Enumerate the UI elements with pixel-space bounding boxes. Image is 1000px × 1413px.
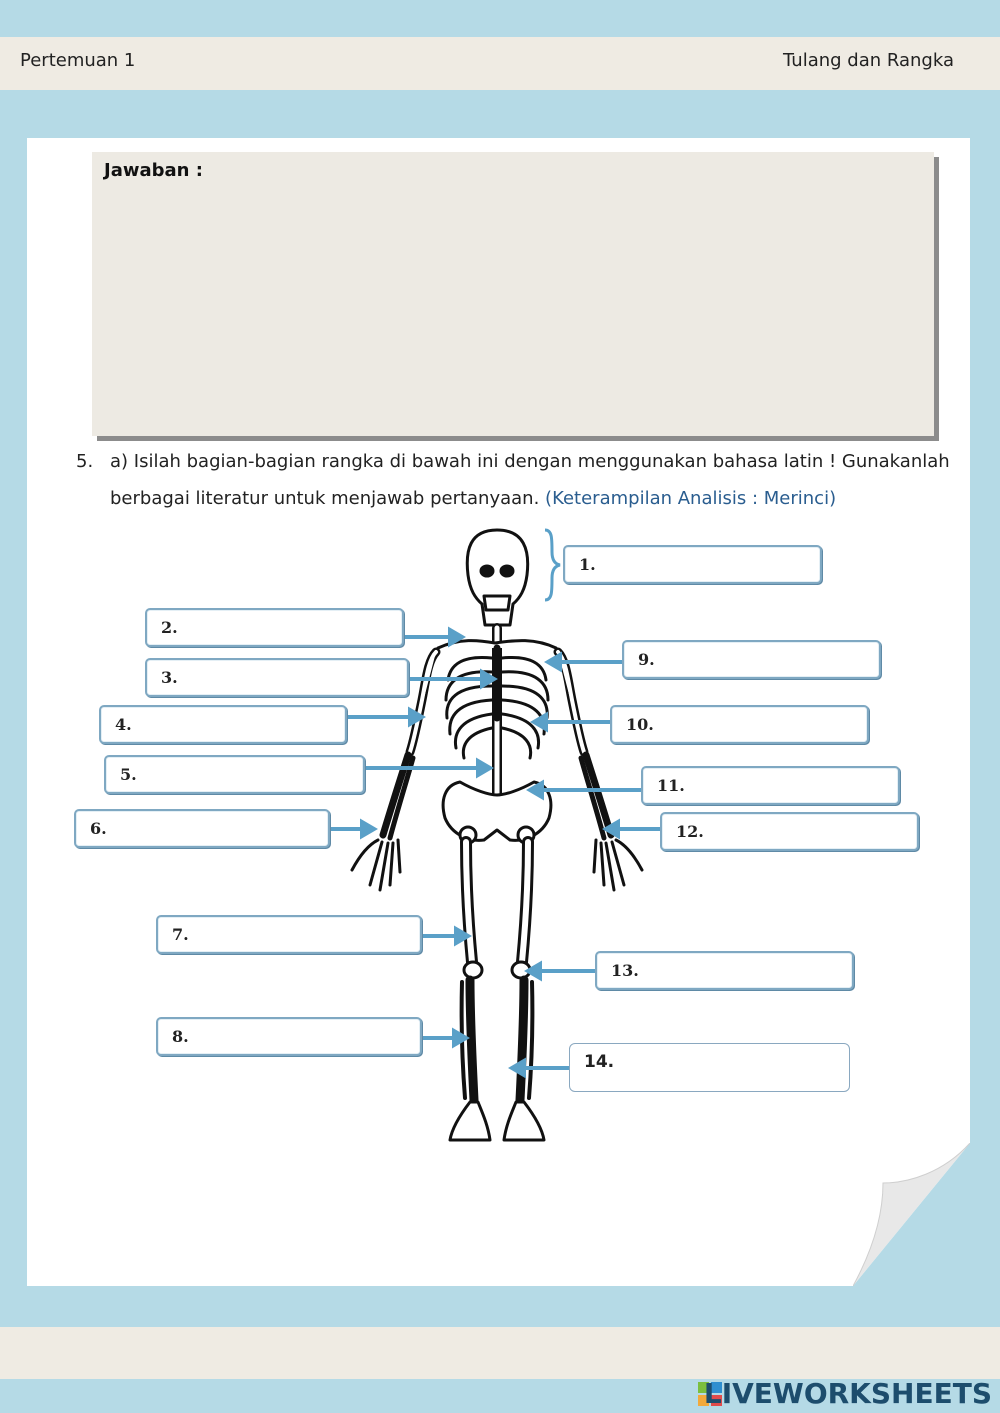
question-text-line1: a) Isilah bagian-bagian rangka di bawah ini dengan menggunakan bahasa latin ! Gunakanlah [110,451,950,472]
label-box-14[interactable] [569,1043,850,1092]
label-box-7[interactable] [156,915,422,954]
label-box-6[interactable] [74,809,330,848]
label-number-6: 6. [90,819,107,838]
label-box-10[interactable] [610,705,869,744]
question-number: 5. [76,451,94,472]
skull-bracket [545,530,560,600]
label-number-13: 13. [611,961,639,980]
label-box-8[interactable] [156,1017,422,1056]
label-number-1: 1. [579,555,596,574]
label-box-1[interactable] [563,545,822,584]
label-box-12[interactable] [660,812,919,851]
label-number-9: 9. [638,650,655,669]
label-number-7: 7. [172,925,189,944]
label-number-4: 4. [115,715,132,734]
label-number-12: 12. [676,822,704,841]
label-box-9[interactable] [622,640,881,679]
label-box-11[interactable] [641,766,900,805]
label-number-2: 2. [161,618,178,637]
right-hand [594,840,642,890]
right-eye-socket [501,566,513,576]
footer-band [0,1327,1000,1379]
question-text-line2-main: berbagai literatur untuk menjawab pertanyaan. [110,488,540,509]
label-number-3: 3. [161,668,178,687]
label-number-14: 14. [584,1052,615,1072]
label-box-4[interactable] [99,705,347,744]
left-hand [352,840,400,890]
meeting-title: Pertemuan 1 [20,50,136,71]
label-box-3[interactable] [145,658,409,697]
skill-note: (Keterampilan Analisis : Merinci) [545,488,837,509]
jaw [484,596,510,610]
answer-label: Jawaban : [104,160,203,181]
left-patella [464,962,482,978]
left-foot [450,1102,490,1140]
topic-title: Tulang dan Rangka [783,50,954,71]
left-eye-socket [481,566,493,576]
brand-logo-text: LIVEWORKSHEETS [703,1377,992,1410]
label-number-10: 10. [626,715,654,734]
label-box-2[interactable] [145,608,404,647]
right-foot [504,1102,544,1140]
label-number-5: 5. [120,765,137,784]
label-number-8: 8. [172,1027,189,1046]
label-number-11: 11. [657,776,685,795]
right-fibula [529,982,532,1098]
left-tibia [470,980,474,1100]
right-tibia [520,980,524,1100]
label-box-13[interactable] [595,951,854,990]
label-box-5[interactable] [104,755,365,794]
